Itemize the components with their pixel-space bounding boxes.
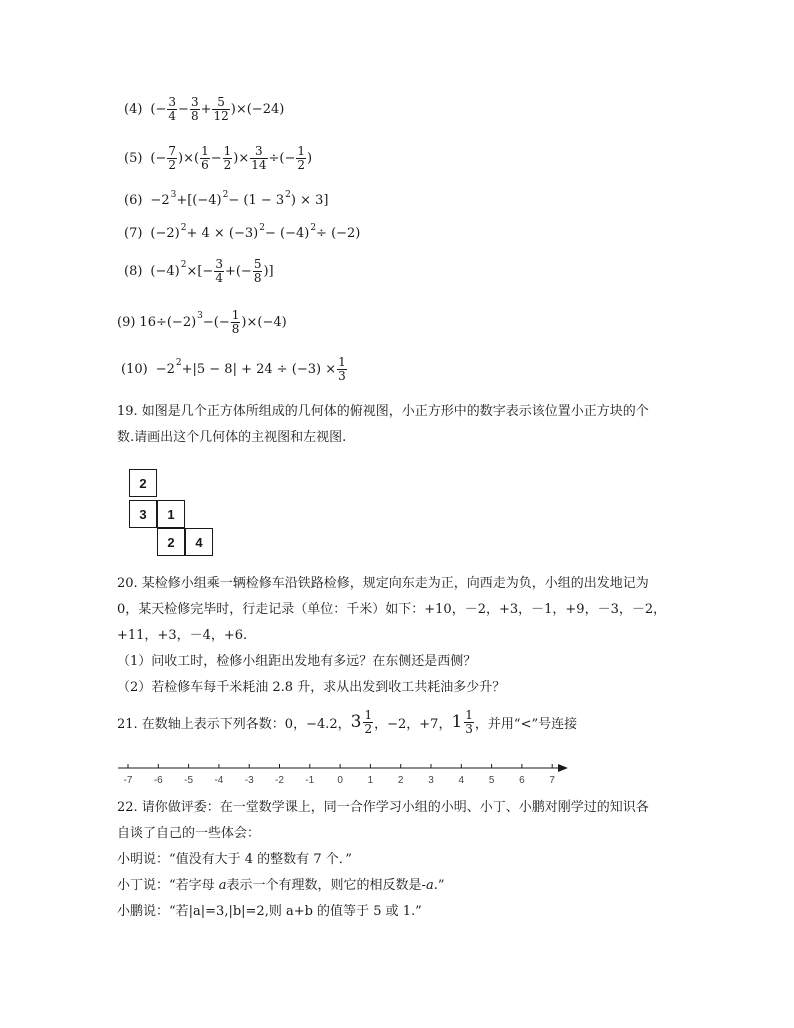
question-text: 21. 在数轴上表示下列各数：0，−4.2， <box>117 716 351 732</box>
question-text: 数.请画出这个几何体的主视图和左视图. <box>117 430 347 445</box>
denominator: 12 <box>213 108 229 123</box>
numerator: 5 <box>253 257 262 271</box>
question-21 <box>117 709 577 735</box>
fraction <box>214 258 224 284</box>
statement-xiaopeng: 小鹏说：“若|a|=3,|b|=2,则 a+b 的值等于 5 或 1.” <box>117 904 422 919</box>
numerator: 1 <box>223 144 232 158</box>
expr-text: +|5 − 8| + 24 ÷ (−3) × <box>181 361 337 377</box>
axis-tick-label: 0 <box>337 775 343 786</box>
question-22 <box>117 795 677 925</box>
expr-text: )×( <box>178 150 200 166</box>
variable: a <box>218 878 227 893</box>
numerator: 1 <box>465 708 473 722</box>
grid-cell: 2 <box>129 469 157 497</box>
denominator: 4 <box>215 270 223 285</box>
exponent: 2 <box>175 358 182 369</box>
question-text: ，并用“<”号连接 <box>474 716 578 732</box>
expr-text: )] <box>263 263 274 279</box>
exponent: 2 <box>259 222 265 233</box>
numerator: 3 <box>190 95 199 109</box>
statement-text: 表示一个有理数，则它的相反数是- <box>226 878 426 893</box>
expr-text: ) × 3] <box>290 193 329 208</box>
statement-xiaoding <box>117 873 677 899</box>
exponent: 2 <box>222 189 229 200</box>
question-text: 自谈了自己的一些体会： <box>117 826 261 841</box>
expr-text: +(− <box>224 263 252 279</box>
exponent: 3 <box>197 311 203 322</box>
problem-number: (7) <box>124 226 143 241</box>
axis-tick-label: -7 <box>123 775 133 786</box>
numerator: 1 <box>201 144 209 158</box>
expr-text: ×[− <box>186 263 214 279</box>
question-text: 19. 如图是几个正方体所组成的几何体的俯视图，小正方形中的数字表示该位置小正方块的个 <box>117 404 649 419</box>
statement-text: .” <box>433 878 445 893</box>
numerator: 5 <box>217 95 225 109</box>
fraction <box>253 258 263 284</box>
axis-tick-label: -1 <box>305 775 315 786</box>
expr-text: −2 <box>150 193 170 208</box>
fraction <box>296 145 306 171</box>
axis-tick-label: 1 <box>367 775 374 786</box>
sub-question: （1）问收工时，检修小组距出发地有多远？在东侧还是西侧？ <box>117 654 477 669</box>
axis-tick-label: 2 <box>397 775 404 786</box>
exponent: 2 <box>285 189 291 200</box>
denominator: 3 <box>338 368 346 383</box>
expr-text: ) <box>307 150 313 166</box>
problem-number: (9) <box>117 314 136 330</box>
axis-tick-label: 4 <box>458 775 465 786</box>
denominator: 3 <box>465 721 473 736</box>
number-line <box>112 758 582 790</box>
expr-text: + 4 × (−3) <box>186 226 259 241</box>
expr-text: (−2) <box>150 226 180 241</box>
expr-text: ÷ (−2) <box>316 226 361 241</box>
fraction <box>212 96 229 122</box>
expr-text: − <box>210 150 222 166</box>
denominator: 4 <box>168 108 177 123</box>
fraction <box>231 309 241 335</box>
expr-text: −2 <box>155 361 175 377</box>
denominator: 2 <box>223 157 232 172</box>
axis-tick-label: 3 <box>428 775 434 786</box>
numerator: 7 <box>168 144 177 158</box>
question-text: 22. 请你做评委：在一堂数学课上，同一合作学习小组的小明、小丁、小鹏对刚学过的知识各 <box>117 800 649 815</box>
problem-6 <box>124 189 329 208</box>
expr-text: )×(−4) <box>241 314 287 330</box>
question-20 <box>117 571 677 701</box>
mixed-number <box>351 709 374 735</box>
fraction <box>167 145 177 171</box>
expr-text: + <box>200 101 212 117</box>
expr-text: ÷(− <box>268 150 296 166</box>
problem-8 <box>124 258 274 284</box>
whole-part: 1 <box>451 712 463 733</box>
fraction <box>223 145 233 171</box>
exponent: 2 <box>180 260 187 271</box>
expr-text: 16÷(−2) <box>139 314 197 330</box>
question-text: 20. 某检修小组乘一辆检修车沿铁路检修，规定向东走为正，向西走为负，小组的出发地记为 <box>117 576 649 591</box>
axis-tick-label: 5 <box>488 775 495 786</box>
problem-7 <box>124 222 361 241</box>
fraction <box>337 356 347 382</box>
exponent: 2 <box>180 222 187 233</box>
fraction <box>464 709 474 735</box>
statement-text: 小丁说：“若字母 <box>117 878 219 893</box>
numerator: 1 <box>231 308 240 322</box>
problem-number: (10) <box>121 361 148 377</box>
variable: a <box>425 878 434 893</box>
exponent: 3 <box>170 189 177 200</box>
numerator: 3 <box>168 95 177 109</box>
statement-xiaoming: 小明说：“值没有大于 4 的整数有 7 个．” <box>117 852 352 867</box>
fraction <box>363 709 373 735</box>
denominator: 14 <box>251 157 267 172</box>
grid-cell: 4 <box>185 528 213 556</box>
whole-part: 3 <box>350 712 362 733</box>
numerator: 3 <box>215 257 223 271</box>
expr-text: −(− <box>202 314 230 330</box>
problem-10 <box>121 356 348 382</box>
problem-number: (6) <box>124 193 143 208</box>
numerator: 1 <box>338 355 346 369</box>
expr-text: )× <box>233 150 250 166</box>
denominator: 8 <box>231 321 240 336</box>
expr-text: +[(−4) <box>176 193 222 208</box>
expr-text: (− <box>150 150 167 166</box>
grid-cell: 1 <box>157 500 185 528</box>
numerator: 1 <box>364 708 373 722</box>
axis-tick-label: -3 <box>244 775 254 786</box>
question-19 <box>117 399 677 451</box>
axis-tick-label: -2 <box>275 775 284 786</box>
problem-4 <box>124 96 284 122</box>
axis-tick-label: 7 <box>549 775 555 786</box>
problem-number: (8) <box>124 263 143 279</box>
exponent: 2 <box>310 222 317 233</box>
denominator: 2 <box>297 157 306 172</box>
numerator: 3 <box>255 144 263 158</box>
expr-text: − <box>178 101 189 117</box>
denominator: 8 <box>190 108 199 123</box>
axis-tick-label: -5 <box>184 775 194 786</box>
problem-number: (5) <box>124 150 143 166</box>
grid-cell: 3 <box>129 500 157 528</box>
expr-text: )×(−24) <box>230 101 285 117</box>
denominator: 2 <box>364 721 373 736</box>
sub-question: （2）若检修车每千米耗油 2.8 升，求从出发到收工共耗油多少升？ <box>117 680 506 695</box>
axis-tick-label: -4 <box>214 775 224 786</box>
expr-text: − (−4) <box>264 226 310 241</box>
grid-cell: 2 <box>157 528 185 556</box>
axis-tick-label: -6 <box>153 775 163 786</box>
arrow-head <box>558 764 568 772</box>
problem-number: (4) <box>124 101 143 117</box>
fraction <box>200 145 210 171</box>
denominator: 8 <box>253 270 262 285</box>
fraction <box>250 145 267 171</box>
fraction <box>190 96 200 122</box>
question-text: +11，+3，－4，+6. <box>117 628 248 643</box>
axis-tick-label: 6 <box>519 775 525 786</box>
denominator: 6 <box>201 157 209 172</box>
fraction <box>167 96 177 122</box>
denominator: 2 <box>168 157 177 172</box>
question-text: ，−2，+7， <box>374 716 452 732</box>
numerator: 1 <box>297 144 306 158</box>
expr-text: (−4) <box>150 263 180 279</box>
problem-5 <box>124 145 312 171</box>
mixed-number <box>451 709 474 735</box>
question-text: 0，某天检修完毕时，行走记录（单位：千米）如下：+10，－2，+3，－1，+9，－3，－2， <box>117 602 667 617</box>
expr-text: − (1 − 3 <box>228 193 285 208</box>
expr-text: (− <box>150 101 167 117</box>
problem-9 <box>117 309 287 335</box>
